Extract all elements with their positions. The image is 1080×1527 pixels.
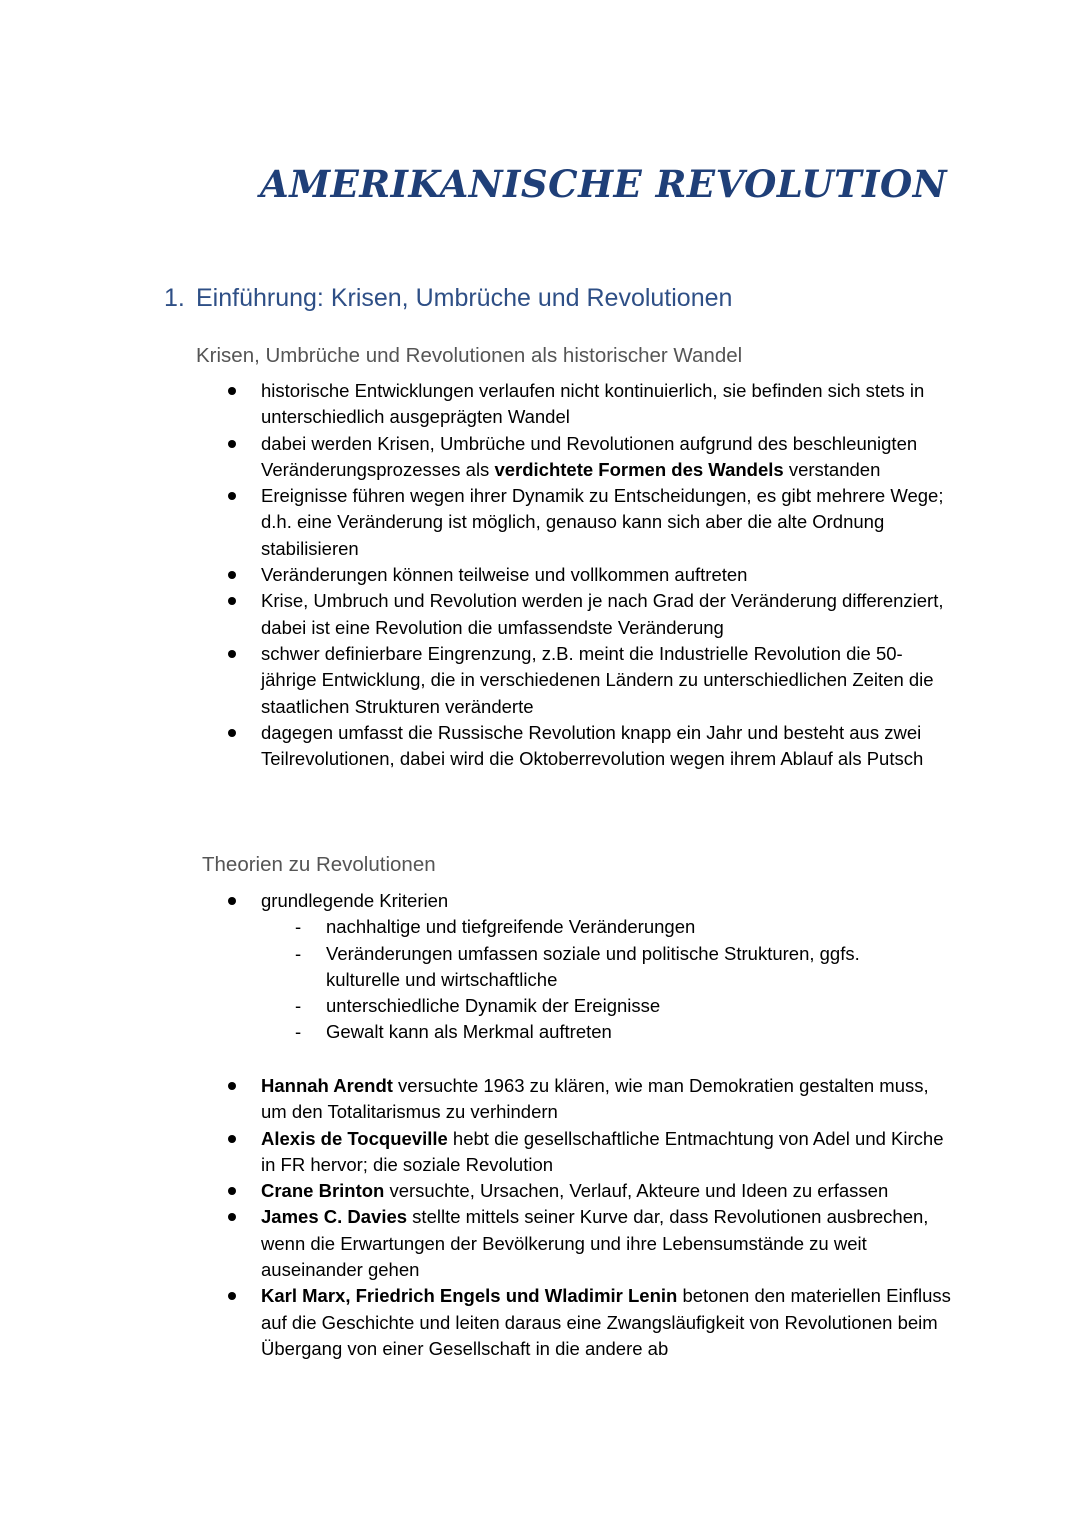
list-item-text: versuchte, Ursachen, Verlauf, Akteure und Ideen zu erfassen	[384, 1180, 889, 1202]
criteria-item	[261, 1019, 926, 1045]
list-item-text: versuchte 1963 zu klären, wie man Demokratien gestalten muss, um den Totalitarismus zu verhindern	[261, 1075, 929, 1123]
dash-marker: -	[295, 1021, 302, 1043]
dash-marker: -	[295, 916, 302, 938]
bullet-icon	[228, 492, 236, 500]
list-item	[0, 483, 951, 562]
criteria-item	[261, 914, 926, 940]
bullet-icon	[228, 897, 236, 905]
list-item	[0, 1126, 951, 1179]
dash-marker: -	[295, 995, 302, 1017]
criteria-text: unterschiedliche Dynamik der Ereignisse	[326, 995, 661, 1017]
criteria-text: Veränderungen umfassen soziale und politische Strukturen, ggfs. kulturelle und wirtschaftliche	[326, 942, 860, 990]
list-item-text: Veränderungen können teilweise und vollkommen auftreten	[261, 564, 748, 586]
dash-marker: -	[295, 942, 302, 964]
section-number: 1.	[164, 284, 185, 312]
bullet-icon	[228, 1135, 236, 1143]
theorist-name: Alexis de Tocqueville	[261, 1127, 448, 1149]
list-item-text: grundlegende Kriterien	[261, 890, 449, 911]
list-item	[0, 1178, 951, 1204]
bullet-icon	[228, 1082, 236, 1090]
bullet-icon	[228, 729, 236, 737]
document-title: AMERIKANISCHE REVOLUTION	[260, 162, 948, 206]
bullet-icon	[228, 1213, 236, 1221]
emphasis-text: verdichtete Formen des Wandels	[494, 458, 784, 480]
list-item-text: hebt die gesellschaftliche Entmachtung von Adel und Kirche in FR hervor; die soziale Revolution	[261, 1127, 944, 1175]
bullet-icon	[228, 597, 236, 605]
subsection-heading-wandel: Krisen, Umbrüche und Revolutionen als historischer Wandel	[196, 344, 743, 367]
theorist-name: James C. Davies	[261, 1206, 408, 1228]
list-item-text: verstanden	[783, 458, 881, 480]
criteria-dash-list	[261, 914, 951, 1045]
theorist-name: Karl Marx, Friedrich Engels und Wladimir Lenin	[261, 1285, 678, 1307]
criteria-bullet-list	[0, 888, 1080, 1046]
list-item	[0, 888, 951, 1046]
list-item	[0, 378, 951, 431]
list-item-text: dagegen umfasst die Russische Revolution knapp ein Jahr und besteht aus zwei Teilrevolutionen, dabei wird die Oktoberrevolution wegen ihrem Ablauf als Putsch	[261, 721, 924, 770]
list-item	[0, 1073, 951, 1126]
bullet-icon	[228, 571, 236, 579]
list-item	[0, 641, 951, 720]
list-item	[0, 1283, 951, 1362]
list-item	[0, 431, 951, 484]
list-item-text: betonen den materiellen Einfluss auf die Geschichte und leiten daraus eine Zwangsläufigkeit von Revolutionen beim Übergang von einer Gesellschaft in die andere ab	[261, 1285, 951, 1359]
bullet-icon	[228, 1187, 236, 1195]
list-item-text: stellte mittels seiner Kurve dar, dass Revolutionen ausbrechen, wenn die Erwartungen der Bevölkerung und ihre Lebensumstände zu weit auseinander gehen	[261, 1206, 929, 1281]
list-item-text: schwer definierbare Eingrenzung, z.B. meint die Industrielle Revolution die 50-jährige Entwicklung, die in verschiedenen Ländern zu unterschiedlichen Zeiten die staatlichen Strukturen veränderte	[261, 642, 934, 717]
criteria-text: nachhaltige und tiefgreifende Veränderungen	[326, 916, 696, 938]
list-item-text: Ereignisse führen wegen ihrer Dynamik zu Entscheidungen, es gibt mehrere Wege; d.h. eine Veränderung ist möglich, genauso kann sich aber die alte Ordnung stabilisieren	[261, 485, 944, 559]
list-item-text: dabei werden Krisen, Umbrüche und Revolutionen aufgrund des beschleunigten Veränderungsprozesses als	[261, 432, 918, 480]
list-item	[0, 588, 951, 641]
bullet-icon	[228, 650, 236, 658]
criteria-item	[261, 993, 926, 1019]
list-item	[0, 562, 951, 588]
bullet-icon	[228, 440, 236, 448]
section-title: Einführung: Krisen, Umbrüche und Revolutionen	[196, 284, 733, 312]
criteria-text: Gewalt kann als Merkmal auftreten	[326, 1021, 612, 1043]
list-item-text: Krise, Umbruch und Revolution werden je nach Grad der Veränderung differenziert, dabei ist eine Revolution die umfassendste Veränderung	[261, 590, 944, 638]
bullet-icon	[228, 387, 236, 395]
theorist-name: Hannah Arendt	[261, 1075, 393, 1096]
list-item	[0, 1204, 951, 1283]
bullet-icon	[228, 1292, 236, 1300]
list-item-text: historische Entwicklungen verlaufen nicht kontinuierlich, sie befinden sich stets in unterschiedlich ausgeprägten Wandel	[261, 380, 925, 428]
criteria-item	[261, 941, 926, 994]
theorist-name: Crane Brinton	[261, 1180, 385, 1202]
wandel-bullet-list	[0, 378, 1080, 772]
subsection-heading-theorien: Theorien zu Revolutionen	[202, 853, 436, 876]
list-item	[0, 720, 951, 773]
section-heading	[164, 284, 732, 313]
theorists-bullet-list	[0, 1073, 1080, 1362]
